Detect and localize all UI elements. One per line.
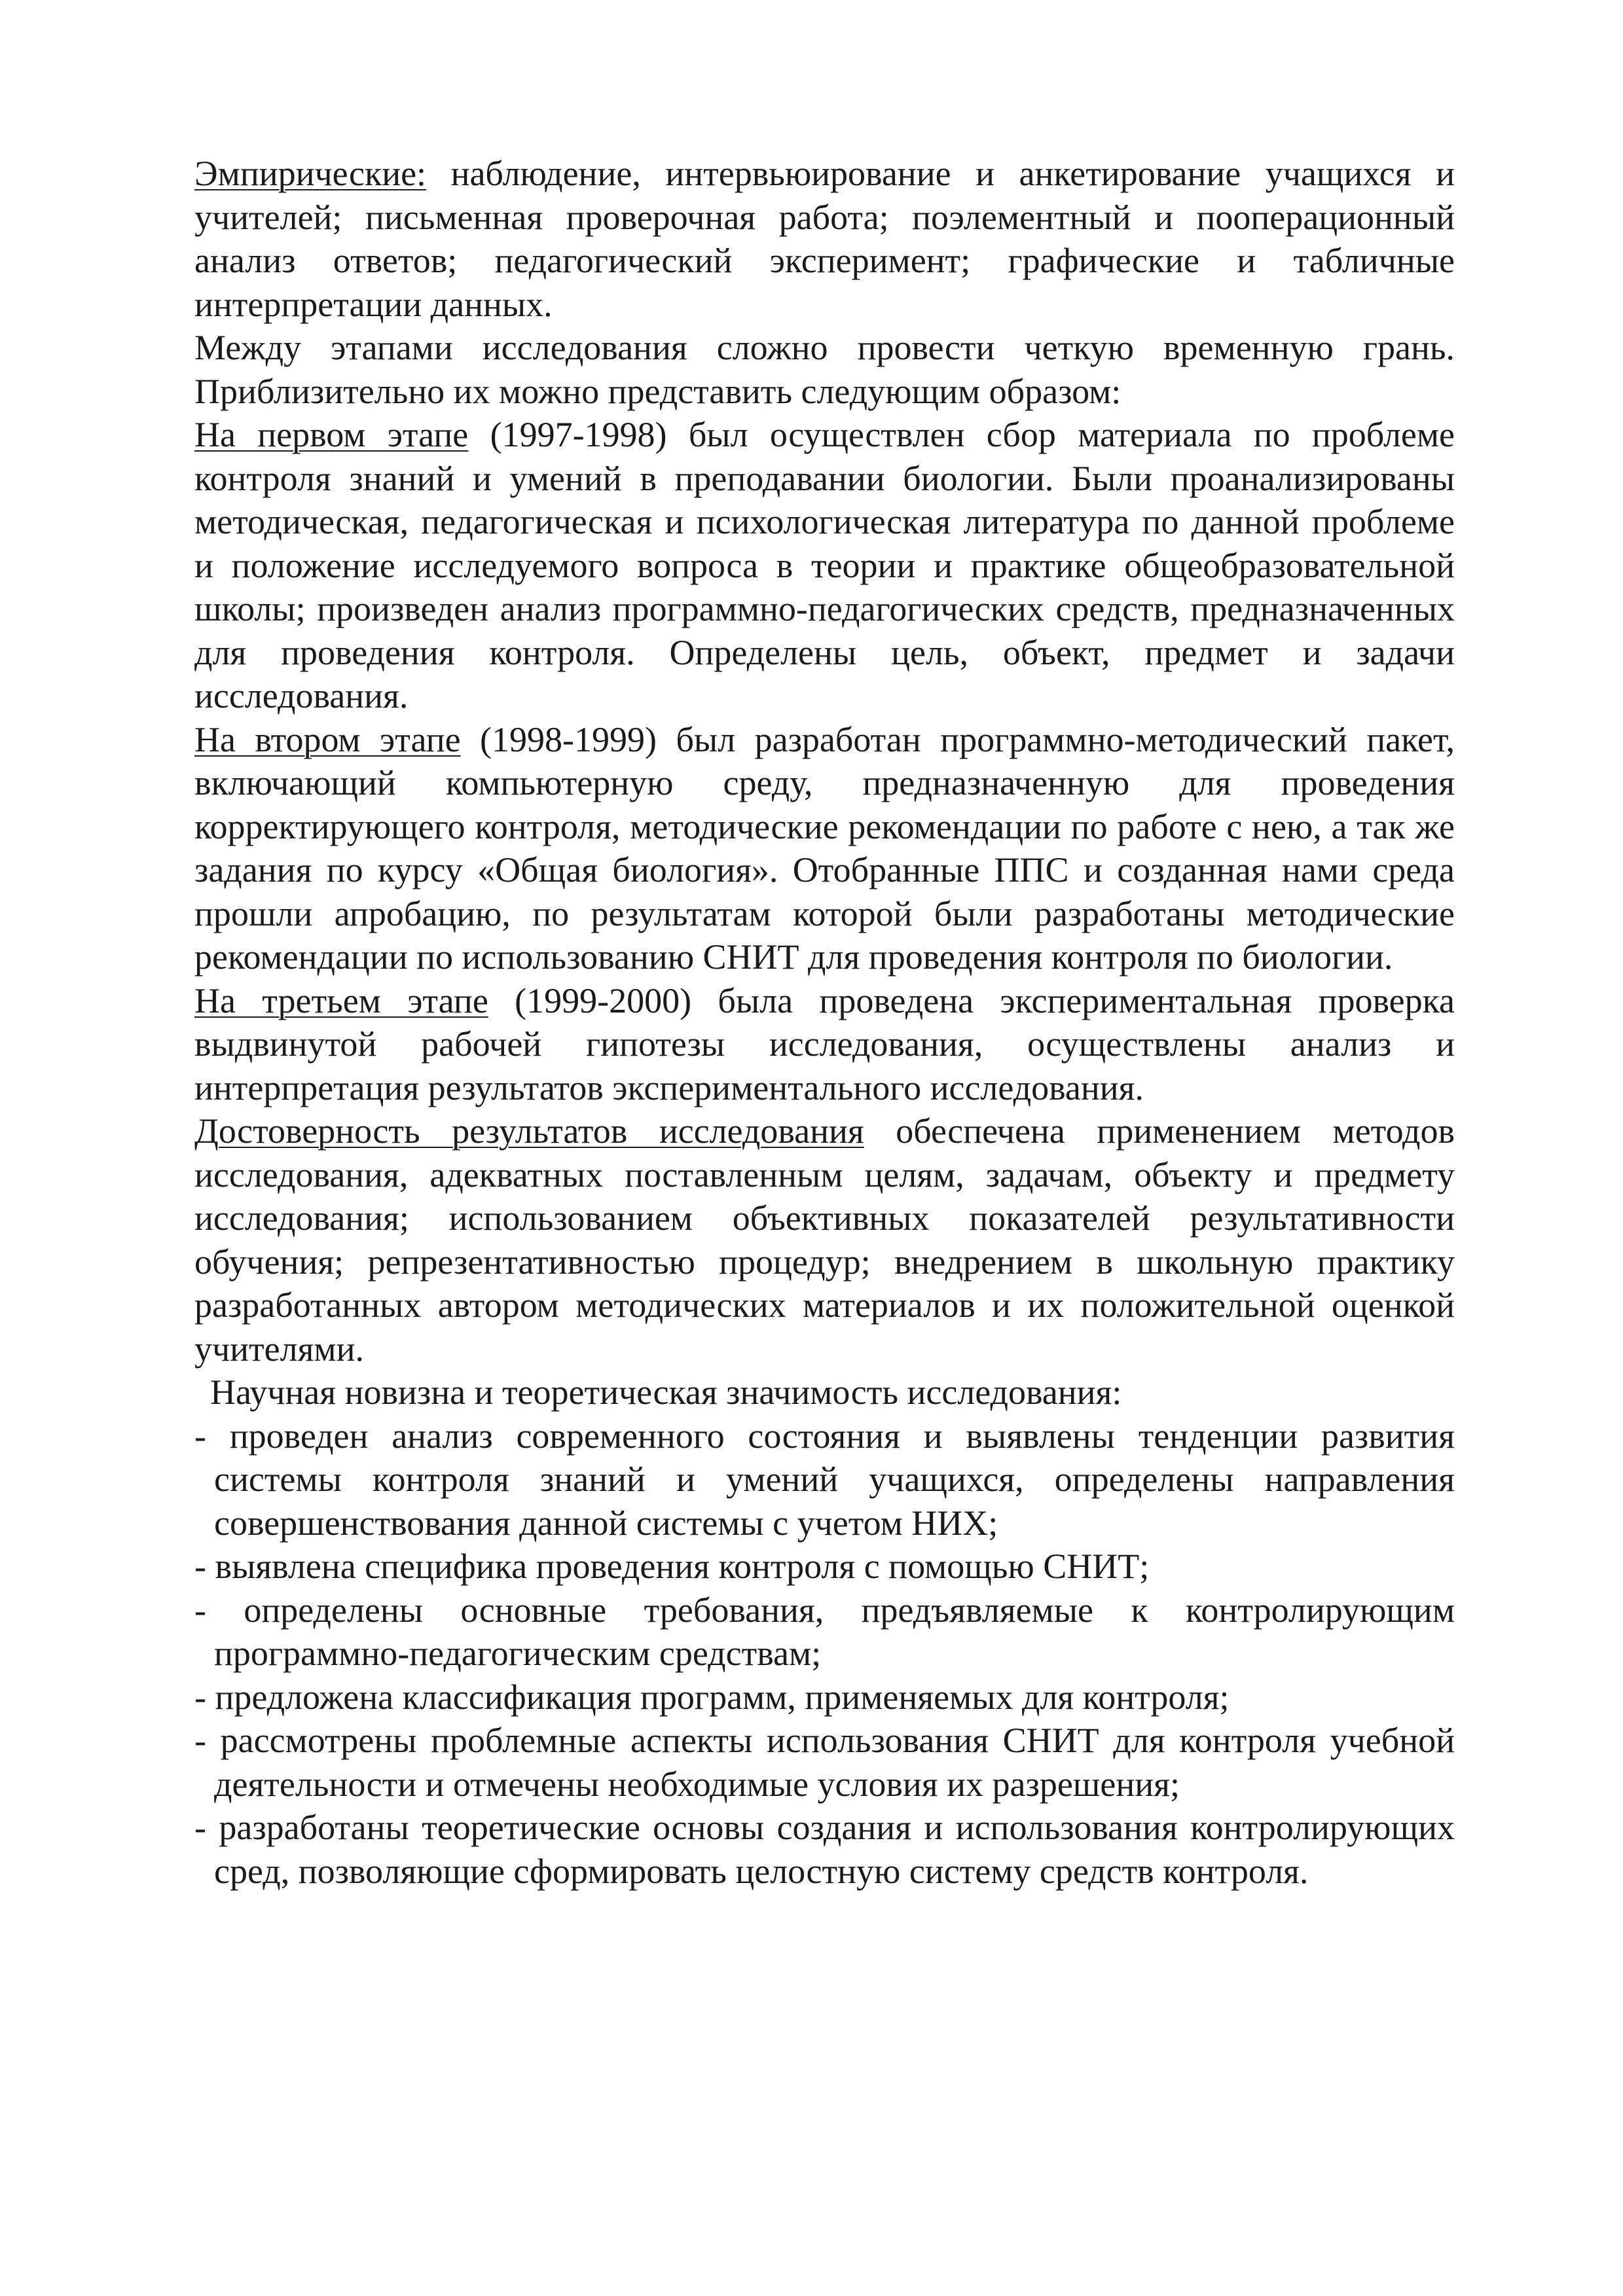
novelty-list-item: - предложена классификация программ, применяемых для контроля; bbox=[194, 1677, 1230, 1717]
reliability-paragraph bbox=[194, 1109, 1455, 1371]
stages-intro-paragraph: Между этапами исследования сложно провести четкую временную грань. Приблизительно их можно представить следующим образом: bbox=[194, 328, 1455, 411]
empirical-methods-paragraph bbox=[194, 152, 1455, 326]
document-page bbox=[194, 152, 1455, 1893]
reliability-label: Достоверность результатов исследования bbox=[194, 1111, 864, 1151]
stage-one-text: (1997-1998) был осуществлен сбор материала по проблеме контроля знаний и умений в преподавании биологии. Были проанализированы методическая, педагогическая и психологическая литература по данной проблеме и положение исследуемого вопроса в теории и практике общеобразовательной школы; произведен анализ программно-педагогических средств, предназначенных для проведения контроля. Определены цель, объект, предмет и задачи исследования. bbox=[194, 415, 1455, 715]
stage-one-paragraph bbox=[194, 413, 1455, 718]
stage-two-paragraph bbox=[194, 718, 1455, 979]
novelty-list-item: - определены основные требования, предъявляемые к контролирующим программно-педагогическим средствам; bbox=[194, 1590, 1455, 1673]
stage-three-text: (1999-2000) была проведена экспериментальная проверка выдвинутой рабочей гипотезы исследования, осуществлены анализ и интерпретация результатов экспериментального исследования. bbox=[194, 980, 1455, 1107]
reliability-text: обеспечена применением методов исследования, адекватных поставленным целям, задачам, объекту и предмету исследования; использованием объективных показателей результативности обучения; репрезентативностью процедур; внедрением в школьную практику разработанных автором методических материалов и их положительной оценкой учителями. bbox=[194, 1111, 1455, 1369]
novelty-list-item: - разработаны теоретические основы создания и использования контролирующих сред, позволяющие сформировать целостную систему средств контроля. bbox=[194, 1808, 1455, 1891]
novelty-list-item: - проведен анализ современного состояния и выявлены тенденции развития системы контроля знаний и умений учащихся, определены направления совершенствования данной системы с учетом НИХ; bbox=[194, 1416, 1455, 1543]
empirical-methods-text: наблюдение, интервьюирование и анкетирование учащихся и учителей; письменная проверочная работа; поэлементный и пооперационный анализ ответов; педагогический эксперимент; графические и табличные интерпретации данных. bbox=[194, 154, 1455, 324]
stage-two-label: На втором этапе bbox=[194, 719, 461, 759]
novelty-list-item: - рассмотрены проблемные аспекты использования СНИТ для контроля учебной деятельности и отмечены необходимые условия их разрешения; bbox=[194, 1721, 1455, 1804]
stage-three-label: На третьем этапе bbox=[194, 980, 488, 1020]
novelty-heading: Научная новизна и теоретическая значимость исследования: bbox=[210, 1372, 1122, 1412]
stage-two-text: (1998-1999) был разработан программно-методический пакет, включающий компьютерную среду, предназначенную для проведения корректирующего контроля, методические рекомендации по работе с нею, а так же задания по курсу «Общая биология». Отобранные ППС и созданная нами среда прошли апробацию, по результатам которой были разработаны методические рекомендации по использованию СНИТ для проведения контроля по биологии. bbox=[194, 719, 1455, 977]
stage-one-label: На первом этапе bbox=[194, 415, 469, 454]
stage-three-paragraph bbox=[194, 979, 1455, 1110]
novelty-list-item: - выявлена специфика проведения контроля с помощью СНИТ; bbox=[194, 1547, 1150, 1586]
empirical-methods-label: Эмпирические: bbox=[194, 154, 427, 193]
